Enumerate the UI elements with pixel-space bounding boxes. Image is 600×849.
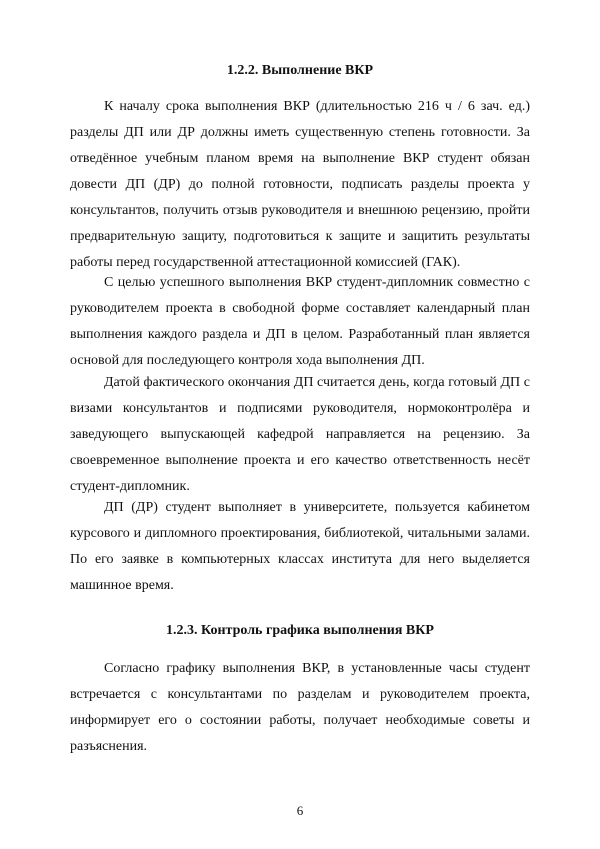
paragraph-5: Согласно графику выполнения ВКР, в установленные часы студент встречается с консультантами по разделам и руководителем проекта, информирует его о состоянии работы, получает необходимые советы и разъяснения. (70, 661, 530, 754)
page-number: 6 (296, 803, 304, 818)
section-heading-1-2-2: 1.2.2. Выполнение ВКР (226, 63, 374, 78)
paragraph-3: Датой фактического окончания ДП считается день, когда готовый ДП с визами консультантов и подписями руководителя, нормоконтролёра и заведующего выпускающей кафедрой направляется на рецензию. За своевременное выполнение проекта и его качество ответственность несёт студент-дипломник. (70, 375, 530, 494)
section-heading-1-2-3: 1.2.3. Контроль графика выполнения ВКР (166, 623, 434, 638)
paragraph-4: ДП (ДР) студент выполняет в университете, пользуется кабинетом курсового и дипломного проектирования, библиотекой, читальными залами. По его заявке в компьютерных классах института для него выделяется машинное время. (70, 500, 530, 593)
paragraph-1: К началу срока выполнения ВКР (длительностью 216 ч / 6 зач. ед.) разделы ДП или ДР должны иметь существенную степень готовности. За отведённое учебным планом время на выполнение ВКР студент обязан довести ДП (ДР) до полной готовности, подписать разделы проекта у консультантов, получить отзыв руководителя и внешнюю рецензию, пройти предварительную защиту, подготовиться к защите и защитить результаты работы перед государственной аттестационной комиссией (ГАК). (70, 99, 530, 270)
paragraph-2: С целью успешного выполнения ВКР студент-дипломник совместно с руководителем проекта в свободной форме составляет календарный план выполнения каждого раздела и ДП в целом. Разработанный план является основой для последующего контроля хода выполнения ДП. (70, 275, 530, 368)
